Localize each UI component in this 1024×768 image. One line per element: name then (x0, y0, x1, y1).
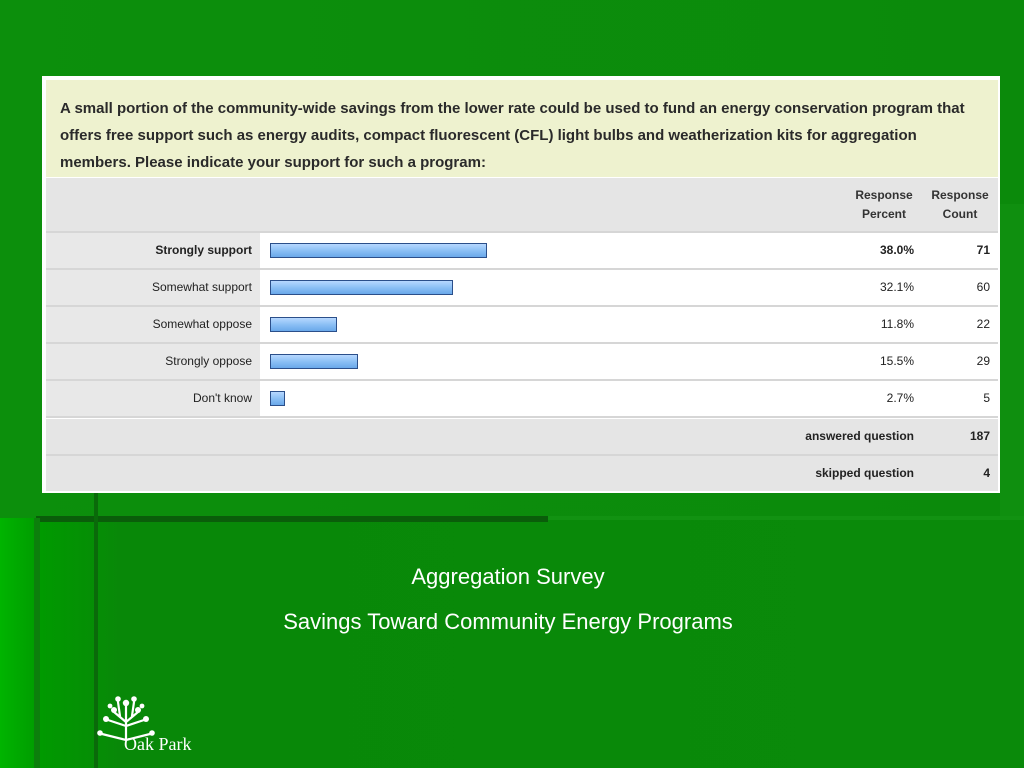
row-separator (46, 342, 998, 344)
header-response-percent: Response Percent (855, 188, 913, 221)
response-count: 60 (976, 280, 990, 294)
row-separator (46, 379, 998, 381)
response-percent: 11.8% (880, 317, 914, 331)
slide-subtitle: Savings Toward Community Energy Programs (283, 609, 733, 634)
bar-strongly-support (270, 243, 487, 258)
response-percent: 2.7% (886, 391, 914, 405)
answered-question-row (46, 419, 998, 454)
category-label: Don't know (46, 381, 260, 416)
category-label: Strongly oppose (46, 344, 260, 379)
skipped-question-row (46, 456, 998, 491)
survey-question: A small portion of the community-wide savings from the lower rate could be used to fund an energy conservation program that offers free support such as energy audits, compact fluorescent (CFL) light bulbs and weatherization kits for aggregation members. Please indicate your support for such a program: (46, 80, 998, 177)
row-separator (46, 416, 998, 418)
row-separator (46, 268, 998, 270)
accent-horizontal-bar (36, 516, 548, 522)
slide-title: Aggregation Survey (411, 564, 605, 589)
logo-text: Oak Park (124, 734, 192, 754)
bar-somewhat-support (270, 280, 453, 295)
category-label: Somewhat oppose (46, 307, 260, 342)
response-percent: 15.5% (879, 354, 914, 368)
response-percent: 38.0% (879, 243, 914, 257)
bar-don-t-know (270, 391, 285, 406)
survey-results-panel (42, 76, 1000, 493)
response-percent: 32.1% (879, 280, 914, 294)
category-label: Strongly support (46, 233, 260, 268)
table-row (46, 233, 998, 268)
bar-strongly-oppose (270, 354, 358, 369)
response-count: 5 (983, 391, 990, 405)
accent-horizontal-bar-light (548, 516, 1024, 520)
table-row (46, 381, 998, 416)
table-row (46, 270, 998, 305)
right-edge-accent (1000, 204, 1024, 516)
skipped-question-label: skipped question (815, 466, 914, 480)
response-count: 22 (976, 317, 990, 331)
bar-somewhat-oppose (270, 317, 337, 332)
table-header-row (46, 178, 998, 231)
row-separator (46, 231, 998, 233)
answered-question-label: answered question (805, 429, 914, 443)
category-label: Somewhat support (46, 270, 260, 305)
skipped-question-value: 4 (983, 466, 990, 480)
response-count: 71 (976, 243, 990, 257)
accent-vertical-bar-left (34, 518, 40, 768)
row-separator (46, 305, 998, 307)
header-response-count: Response Count (931, 188, 989, 221)
response-count: 29 (976, 354, 990, 368)
table-row (46, 307, 998, 342)
answered-question-value: 187 (969, 429, 990, 443)
table-row (46, 344, 998, 379)
